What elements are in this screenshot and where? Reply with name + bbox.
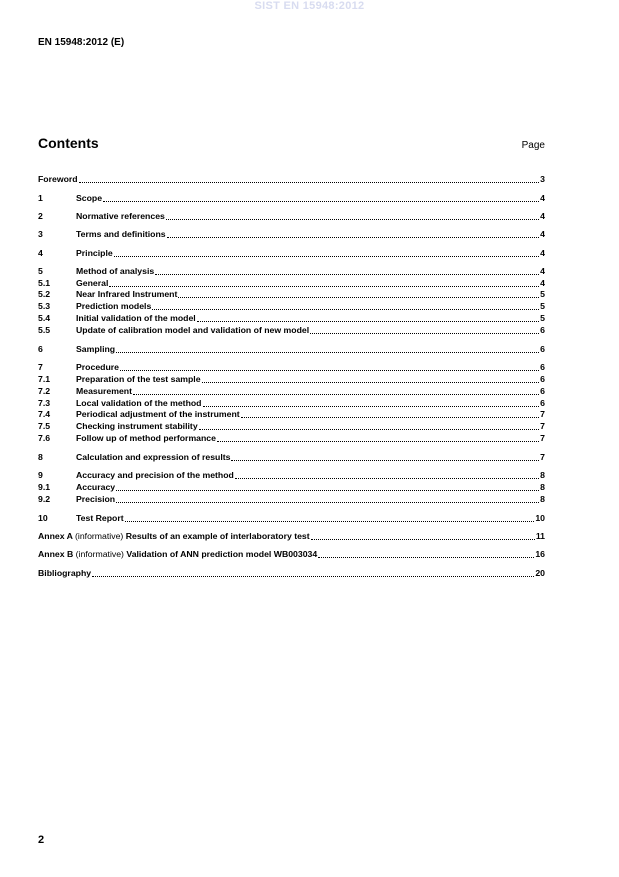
toc-entry[interactable] (38, 192, 545, 204)
toc-entry-number: 7.5 (38, 421, 51, 431)
toc-entry-page: 7 (540, 452, 545, 462)
toc-entry-page: 8 (540, 482, 545, 492)
toc-entry[interactable] (38, 343, 545, 355)
toc-entry-number: 5.3 (38, 301, 51, 311)
toc-entry[interactable] (38, 493, 545, 505)
toc-entry-title: Method of analysis (76, 266, 155, 276)
toc-entry[interactable] (38, 373, 545, 385)
toc-entry-page: 4 (540, 211, 545, 221)
toc-entry[interactable] (38, 451, 545, 463)
toc-entry-title: Checking instrument stability (76, 421, 198, 431)
toc-entry-number: 4 (38, 248, 43, 258)
dot-leader (217, 441, 539, 442)
toc-entry-title: Bibliography (38, 568, 92, 578)
toc-entry-title (38, 549, 317, 560)
toc-entry-title: General (76, 278, 109, 288)
toc-entry-title: Near Infrared Instrument (76, 289, 178, 299)
toc-entry-number: 7.2 (38, 386, 51, 396)
annex-note: (informative) (75, 531, 124, 541)
toc-entry-number: 1 (38, 193, 43, 203)
toc-entry-page: 3 (540, 174, 545, 184)
toc-entry-title (38, 531, 310, 542)
toc-entry-page: 5 (540, 313, 545, 323)
dot-leader (133, 394, 539, 395)
toc-entry[interactable] (38, 530, 545, 542)
toc-entry-page: 20 (535, 568, 545, 578)
toc-entry-number: 9.1 (38, 482, 51, 492)
annex-label: Annex B (38, 549, 74, 559)
toc-entry-number: 7 (38, 362, 43, 372)
toc-entry-number: 5.2 (38, 289, 51, 299)
toc-entry-page: 4 (540, 229, 545, 239)
toc-entry-title: Sampling (76, 344, 116, 354)
toc-entry-page: 4 (540, 248, 545, 258)
toc-entry-number: 7.4 (38, 409, 51, 419)
toc-entry[interactable] (38, 420, 545, 432)
toc-entry-number: 5 (38, 266, 43, 276)
toc-entry-page: 7 (540, 421, 545, 431)
toc-entry[interactable] (38, 432, 545, 444)
toc-entry-number: 3 (38, 229, 43, 239)
dot-leader (167, 237, 540, 238)
toc-entry-number: 7.1 (38, 374, 51, 384)
toc-entry-number: 9 (38, 470, 43, 480)
toc-entry[interactable] (38, 469, 545, 481)
toc-entry[interactable] (38, 312, 545, 324)
toc-entry-page: 6 (540, 398, 545, 408)
toc-entry-title: Measurement (76, 386, 133, 396)
dot-leader (79, 182, 540, 183)
toc-entry-page: 6 (540, 325, 545, 335)
dot-leader (202, 382, 540, 383)
dot-leader (310, 333, 539, 334)
dot-leader (166, 219, 539, 220)
toc-entry[interactable] (38, 210, 545, 222)
toc-entry-page: 5 (540, 301, 545, 311)
dot-leader (120, 370, 539, 371)
toc-entry[interactable] (38, 385, 545, 397)
toc-entry-page: 6 (540, 386, 545, 396)
dot-leader (152, 309, 539, 310)
toc-entry-title: Terms and definitions (76, 229, 166, 239)
toc-entry[interactable] (38, 512, 545, 524)
toc-entry-page: 5 (540, 289, 545, 299)
toc-entry-title: Normative references (76, 211, 165, 221)
dot-leader (92, 576, 534, 577)
dot-leader (109, 286, 539, 287)
annex-title: Results of an example of interlaboratory test (125, 531, 310, 541)
toc-entry-page: 7 (540, 409, 545, 419)
toc-entry-number: 9.2 (38, 494, 51, 504)
toc-entry-title: Accuracy and precision of the method (76, 470, 234, 480)
contents-title: Contents (38, 135, 99, 151)
page-column-header: Page (521, 140, 545, 151)
toc-entry-title: Prediction models (76, 301, 152, 311)
toc-entry[interactable] (38, 361, 545, 373)
toc-entry-page: 6 (540, 344, 545, 354)
toc-entry-page: 10 (535, 513, 545, 523)
toc-entry-title: Follow up of method performance (76, 433, 216, 443)
toc-entry-title: Foreword (38, 174, 78, 184)
toc-entry-number: 8 (38, 452, 43, 462)
toc-entry-title: Principle (76, 248, 113, 258)
dot-leader (116, 490, 539, 491)
annex-note: (informative) (75, 549, 124, 559)
dot-leader (116, 502, 539, 503)
toc-entry[interactable] (38, 228, 545, 240)
dot-leader (318, 557, 534, 558)
dot-leader (231, 460, 539, 461)
toc-entry-title: Calculation and expression of results (76, 452, 231, 462)
toc-entry[interactable] (38, 324, 545, 336)
dot-leader (241, 417, 540, 418)
toc-entry-number: 2 (38, 211, 43, 221)
dot-leader (125, 521, 535, 522)
toc-entry-page: 6 (540, 374, 545, 384)
toc-entry[interactable] (38, 173, 545, 185)
toc-entry-page: 4 (540, 266, 545, 276)
toc-entry-title: Test Report (76, 513, 124, 523)
dot-leader (235, 478, 539, 479)
dot-leader (116, 352, 539, 353)
watermark: SIST EN 15948:2012 (254, 0, 365, 12)
toc-entry-number: 5.5 (38, 325, 51, 335)
toc-entry[interactable] (38, 567, 545, 579)
annex-title: Validation of ANN prediction model WB003034 (126, 549, 318, 559)
toc-entry[interactable] (38, 265, 545, 277)
dot-leader (178, 297, 539, 298)
toc-entry[interactable] (38, 288, 545, 300)
toc-entry-page: 7 (540, 433, 545, 443)
toc-entry[interactable] (38, 548, 545, 560)
toc-entry[interactable] (38, 408, 545, 420)
toc-entry-title: Initial validation of the model (76, 313, 196, 323)
toc-entry[interactable] (38, 247, 545, 259)
toc-entry-title: Periodical adjustment of the instrument (76, 409, 240, 419)
toc-entry[interactable] (38, 300, 545, 312)
toc-entry-number: 7.3 (38, 398, 51, 408)
dot-leader (203, 406, 540, 407)
toc-entry-page: 8 (540, 470, 545, 480)
document-id: EN 15948:2012 (E) (38, 37, 125, 48)
dot-leader (114, 256, 539, 257)
toc-entry-page: 11 (535, 531, 545, 541)
dot-leader (103, 201, 539, 202)
toc-entry-page: 4 (540, 193, 545, 203)
toc-entry-number: 10 (38, 513, 48, 523)
dot-leader (197, 321, 539, 322)
page-number: 2 (38, 834, 45, 846)
toc-entry-title: Precision (76, 494, 116, 504)
dot-leader (311, 539, 535, 540)
toc-entry-title: Local validation of the method (76, 398, 202, 408)
toc-entry-page: 4 (540, 278, 545, 288)
dot-leader (155, 274, 539, 275)
toc-entry-title: Scope (76, 193, 103, 203)
toc-entry-page: 6 (540, 362, 545, 372)
toc-entry-number: 5.4 (38, 313, 51, 323)
toc-entry-title: Accuracy (76, 482, 116, 492)
toc-entry[interactable] (38, 481, 545, 493)
toc-entry-number: 5.1 (38, 278, 51, 288)
toc-entry-page: 8 (540, 494, 545, 504)
toc-entry-number: 7.6 (38, 433, 51, 443)
annex-label: Annex A (38, 531, 73, 541)
toc-entry-page: 16 (535, 549, 545, 559)
toc-entry-title: Procedure (76, 362, 119, 372)
toc-entry-title: Update of calibration model and validation of new model (76, 325, 310, 335)
toc-entry-number: 6 (38, 344, 43, 354)
dot-leader (199, 429, 540, 430)
toc-entry-title: Preparation of the test sample (76, 374, 201, 384)
